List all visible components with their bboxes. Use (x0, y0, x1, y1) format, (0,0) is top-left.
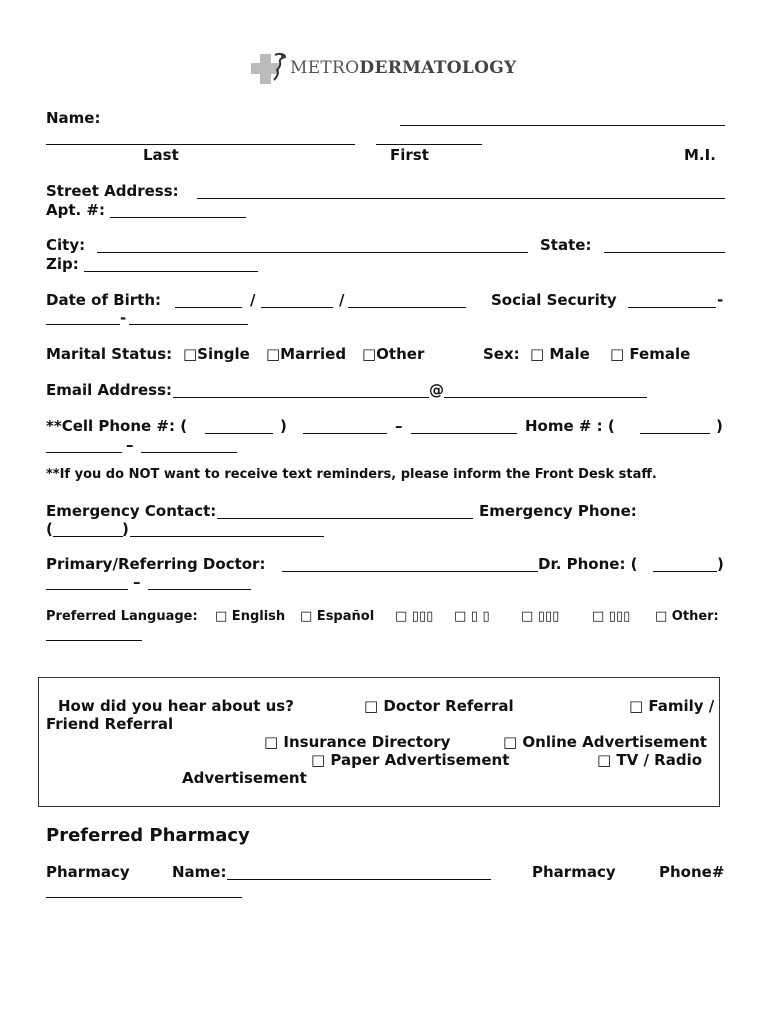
doctor-close-paren: ) (717, 555, 724, 573)
cell-prefix-field[interactable] (303, 433, 387, 434)
mi-caption: M.I. (684, 146, 716, 164)
dob-month-field[interactable] (175, 307, 242, 308)
emergency-open-paren: ( (46, 520, 53, 538)
zip-label: Zip: (46, 255, 79, 273)
dob-year-field[interactable] (348, 307, 466, 308)
cell-dash: – (395, 417, 403, 435)
tv-radio-checkbox[interactable]: □ TV / Radio (597, 751, 703, 769)
language-option-3-checkbox[interactable]: □ ▯▯▯ (395, 609, 434, 624)
language-option-4-checkbox[interactable]: □ ▯ ▯ (454, 609, 490, 624)
pharmacy-phone-field[interactable] (46, 897, 242, 898)
language-option-5-checkbox[interactable]: □ ▯▯▯ (521, 609, 560, 624)
doctor-dash: – (133, 573, 141, 591)
last-name-field[interactable] (46, 144, 355, 145)
emergency-phone-field[interactable] (130, 536, 324, 537)
sex-male-checkbox[interactable]: □ Male (530, 345, 590, 363)
emergency-area-code-field[interactable] (53, 536, 123, 537)
apt-field[interactable] (110, 217, 246, 218)
family-referral-checkbox[interactable]: □ Family / (629, 697, 715, 715)
zip-field[interactable] (84, 271, 258, 272)
doctor-area-code-field[interactable] (653, 571, 717, 572)
insurance-directory-checkbox[interactable]: □ Insurance Directory (264, 733, 451, 751)
pharmacy-name-label-word1: Pharmacy (46, 863, 130, 881)
home-close-paren: ) (716, 417, 723, 435)
doctor-number-field[interactable] (148, 589, 251, 590)
dob-separator-2: / (339, 291, 345, 309)
text-reminder-note: **If you do NOT want to receive text reminders, please inform the Front Desk staff. (46, 467, 657, 482)
metro-dermatology-logo (250, 52, 530, 86)
ssn-part-3-field[interactable] (129, 324, 248, 325)
last-caption: Last (143, 146, 179, 164)
cell-area-code-field[interactable] (205, 433, 273, 434)
language-english-checkbox[interactable]: □ English (215, 609, 286, 624)
doctor-prefix-field[interactable] (46, 589, 128, 590)
ssn-part-2-field[interactable] (46, 324, 120, 325)
marital-status-label: Marital Status: (46, 345, 173, 363)
online-advertisement-checkbox[interactable]: □ Online Advertisement (503, 733, 707, 751)
city-field[interactable] (97, 252, 528, 253)
email-at-sign: @ (429, 381, 444, 399)
language-other-field[interactable] (46, 640, 142, 641)
sex-label: Sex: (483, 345, 520, 363)
logo-cross-icon (250, 52, 290, 86)
home-number-field[interactable] (141, 452, 237, 453)
tv-radio-text: Advertisement (182, 769, 307, 787)
emergency-close-paren: ) (122, 520, 129, 538)
home-prefix-field[interactable] (46, 452, 122, 453)
cell-close-paren: ) (280, 417, 287, 435)
language-label: Preferred Language: (46, 609, 198, 624)
doctor-referral-checkbox[interactable]: □ Doctor Referral (364, 697, 514, 715)
marital-married-checkbox[interactable]: □Married (266, 345, 347, 363)
cell-number-field[interactable] (411, 433, 517, 434)
name-line-top[interactable] (400, 125, 725, 126)
dob-separator-1: / (250, 291, 256, 309)
home-phone-label: Home # : ( (525, 417, 615, 435)
apt-label: Apt. #: (46, 201, 106, 219)
emergency-contact-field[interactable] (217, 518, 473, 519)
first-caption: First (390, 146, 429, 164)
doctor-label: Primary/Referring Doctor: (46, 555, 266, 573)
dob-day-field[interactable] (261, 307, 333, 308)
family-referral-text: Friend Referral (46, 715, 174, 733)
dob-label: Date of Birth: (46, 291, 162, 309)
pharmacy-name-field[interactable] (227, 879, 491, 880)
street-address-field[interactable] (197, 198, 725, 199)
home-area-code-field[interactable] (640, 433, 710, 434)
email-domain-field[interactable] (444, 397, 647, 398)
email-label: Email Address: (46, 381, 173, 399)
emergency-contact-label: Emergency Contact: (46, 502, 217, 520)
ssn-dash-2: - (120, 309, 127, 327)
sex-female-checkbox[interactable]: □ Female (610, 345, 691, 363)
ssn-part-1-field[interactable] (628, 307, 716, 308)
name-label: Name: (46, 109, 101, 127)
email-user-field[interactable] (173, 397, 429, 398)
logo-brand-light: METRO (290, 58, 360, 78)
ssn-dash-1: - (717, 291, 724, 309)
pharmacy-heading: Preferred Pharmacy (46, 825, 250, 846)
state-label: State: (540, 236, 592, 254)
marital-single-checkbox[interactable]: □Single (183, 345, 250, 363)
emergency-phone-label: Emergency Phone: (479, 502, 637, 520)
logo-brand-bold: DERMATOLOGY (359, 58, 517, 78)
home-dash: – (126, 436, 134, 454)
marital-other-checkbox[interactable]: □Other (362, 345, 425, 363)
first-name-field[interactable] (376, 144, 482, 145)
language-option-6-checkbox[interactable]: □ ▯▯▯ (592, 609, 631, 624)
pharmacy-name-label-word2: Name: (172, 863, 227, 881)
language-other-checkbox[interactable]: □ Other: (655, 609, 719, 624)
state-field[interactable] (604, 252, 725, 253)
paper-advertisement-checkbox[interactable]: □ Paper Advertisement (311, 751, 510, 769)
language-espanol-checkbox[interactable]: □ Español (300, 609, 375, 624)
ssn-label: Social Security (491, 291, 617, 309)
cell-phone-label: **Cell Phone #: ( (46, 417, 188, 435)
referral-question: How did you hear about us? (58, 697, 294, 715)
pharmacy-phone-label-word2: Phone# (659, 863, 725, 881)
pharmacy-phone-label-word1: Pharmacy (532, 863, 616, 881)
logo-text (290, 58, 517, 78)
street-address-label: Street Address: (46, 182, 179, 200)
doctor-name-field[interactable] (282, 571, 538, 572)
city-label: City: (46, 236, 86, 254)
doctor-phone-label: Dr. Phone: ( (538, 555, 638, 573)
